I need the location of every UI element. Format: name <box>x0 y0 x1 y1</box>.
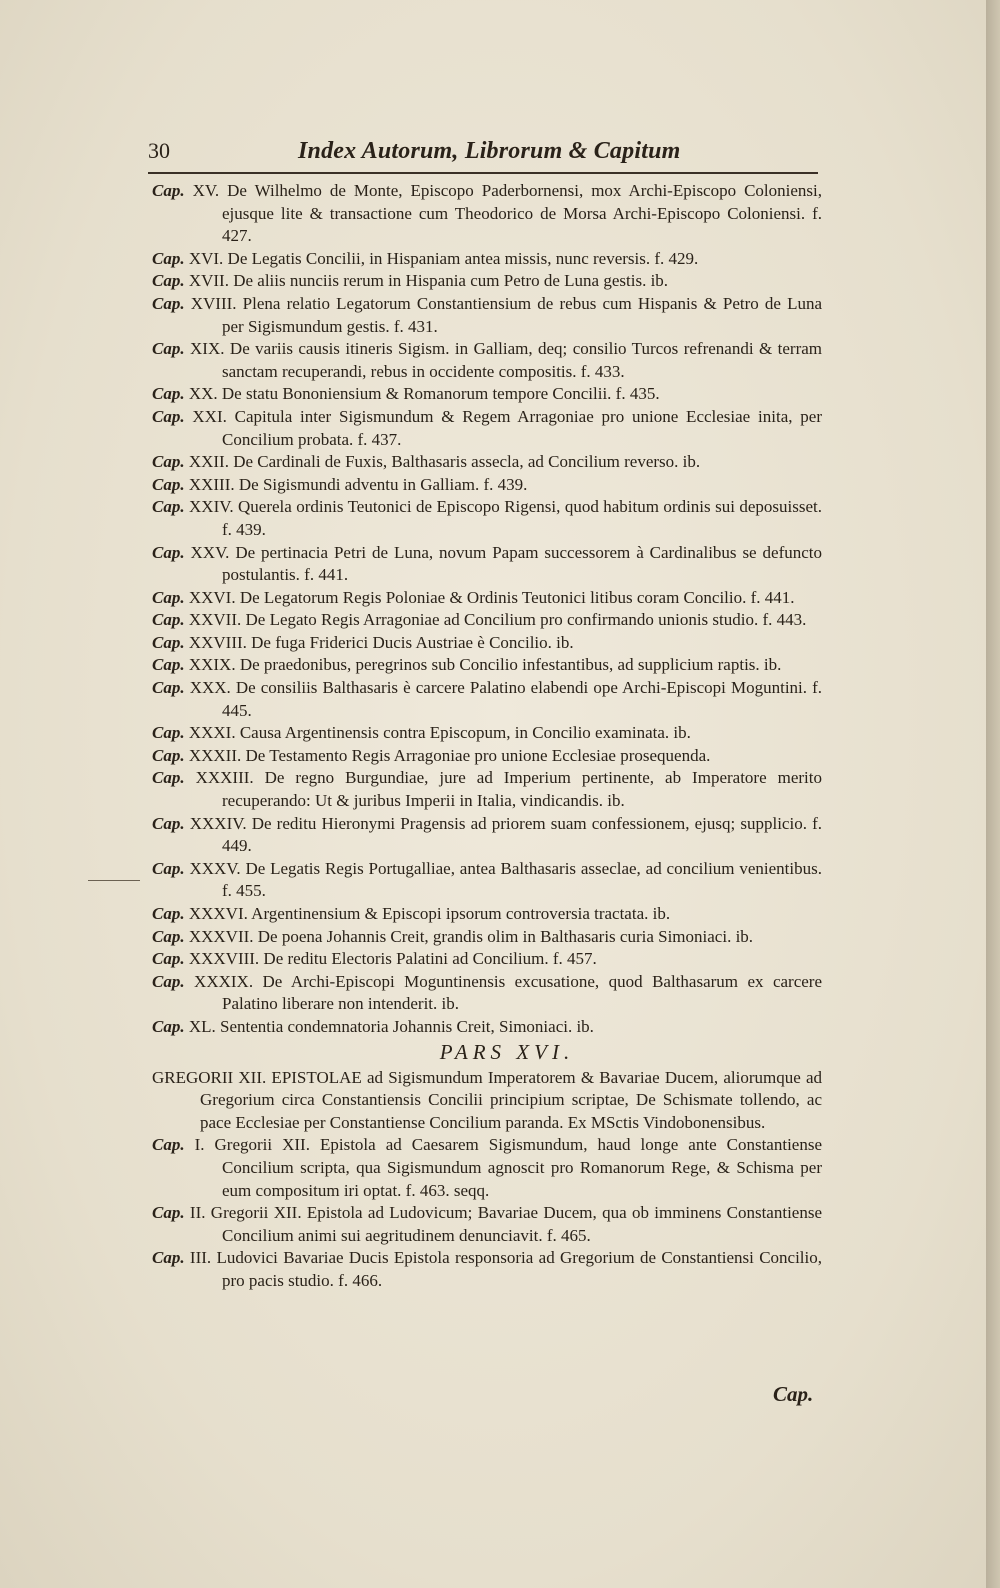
entry-cap-label: Cap. <box>152 678 185 698</box>
index-entry <box>152 948 822 971</box>
entry-text: XXVIII. De fuga Friderici Ducis Austriae è Concilio. ib. <box>188 632 574 652</box>
entry-cap-label: Cap. <box>152 949 185 969</box>
entry-text: XXXI. Causa Argentinensis contra Episcopum, in Concilio examinata. ib. <box>188 723 691 743</box>
index-entry <box>152 858 822 903</box>
index-entry <box>152 474 822 497</box>
entry-cap-label: Cap. <box>152 248 185 268</box>
entry-text: XXIV. Querela ordinis Teutonici de Episcopo Rigensi, quod habitum ordinis sui deposuisset. f. 439. <box>189 497 822 539</box>
index-entry <box>152 926 822 949</box>
index-entry <box>152 587 822 610</box>
entry-text: XXIX. De praedonibus, peregrinos sub Concilio infestantibus, ad supplicium raptis. ib. <box>188 655 782 675</box>
index-entry <box>152 903 822 926</box>
index-entry <box>152 293 822 338</box>
header-rule <box>148 172 818 174</box>
page-number: 30 <box>148 138 170 163</box>
entry-cap-label: Cap. <box>152 858 185 878</box>
index-entry <box>152 451 822 474</box>
entry-cap-label: Cap. <box>152 610 185 630</box>
part-heading: PARS XVI. <box>439 1039 575 1064</box>
index-entry <box>152 1247 822 1292</box>
entry-text: XXXVI. Argentinensium & Episcopi ipsorum controversia tractata. ib. <box>188 904 671 923</box>
entry-text: I. Gregorii XII. Epistola ad Caesarem Sigismundum, haud longe ante Constantiense Concilium scripta, qua Sigismundum agnoscit pro Romanorum Rege, & Schisma per eum compositum iri optat. f. 463. seqq. <box>194 1135 823 1200</box>
index-entry <box>152 1202 822 1247</box>
index-entry <box>152 677 822 722</box>
index-entry <box>152 406 822 451</box>
entry-cap-label: Cap. <box>152 1203 185 1223</box>
entry-text: XIX. De variis causis itineris Sigism. in Galliam, deq; consilio Turcos refrenandi & terram sanctam recuperandi, rebus in occidente compositis. f. 433. <box>190 339 822 381</box>
entry-text: XXXIII. De regno Burgundiae, jure ad Imperium pertinente, ab Imperatore merito recuperando: Ut & juribus Imperii in Italia, vindicandis. ib. <box>195 768 822 811</box>
index-entry <box>152 1016 822 1039</box>
index-entry <box>152 542 822 587</box>
entry-text: XV. De Wilhelmo de Monte, Episcopo Paderbornensi, mox Archi-Episcopo Coloniensi, ejusque lite & transactione cum Theodorico de Morsa Archi-Episcopo Coloniensi. f. 427. <box>192 181 822 246</box>
entry-text: XVII. De aliis nunciis rerum in Hispania cum Petro de Luna gestis. ib. <box>188 271 669 291</box>
entry-text: XXI. Capitula inter Sigismundum & Regem Arragoniae pro unione Ecclesiae inita, per Concilium probata. f. 437. <box>192 406 822 449</box>
entry-cap-label: Cap. <box>152 1016 185 1036</box>
entry-text: XXV. De pertinacia Petri de Luna, novum Papam successorem à Cardinalibus se defuncto postulantis. f. 441. <box>190 542 822 585</box>
index-entry <box>152 1134 822 1202</box>
index-entry <box>152 609 822 632</box>
entry-cap-label: Cap. <box>152 745 185 765</box>
index-entry <box>152 632 822 655</box>
part-preface: GREGORII XII. EPISTOLAE ad Sigismundum Imperatorem & Bavariae Ducem, aliorumque ad Gregorium circa Constantiensis Concilii principium scriptae, De Schismate tollendo, ac pace Ecclesiae per Constantiense Concilium paranda. Ex MSctis Vindobonensibus. <box>152 1067 822 1132</box>
index-entry <box>152 813 822 858</box>
entry-cap-label: Cap. <box>152 723 185 743</box>
entry-cap-label: Cap. <box>152 339 185 359</box>
entry-text: XXXVIII. De reditu Electoris Palatini ad Concilium. f. 457. <box>188 949 597 969</box>
entry-text: XXXVII. De poena Johannis Creit, grandis olim in Balthasaris curia Simoniaci. ib. <box>188 926 754 946</box>
entry-cap-label: Cap. <box>152 971 185 991</box>
entry-cap-label: Cap. <box>152 768 185 788</box>
entry-text: XXVII. De Legato Regis Arragoniae ad Concilium pro confirmando unionis studio. f. 443. <box>188 610 807 630</box>
entry-cap-label: Cap. <box>152 655 185 675</box>
margin-mark <box>88 880 140 881</box>
page-edge-shadow <box>986 0 1000 1588</box>
page-header <box>148 138 818 172</box>
entry-text: XL. Sententia condemnatoria Johannis Creit, Simoniaci. ib. <box>188 1016 594 1036</box>
index-entry <box>152 654 822 677</box>
index-entry <box>152 722 822 745</box>
entry-cap-label: Cap. <box>152 474 185 494</box>
index-entry <box>152 248 822 271</box>
chapter-list <box>152 180 822 1039</box>
running-title: Index Autorum, Librorum & Capitum <box>298 138 681 164</box>
entry-text: XXXIV. De reditu Hieronymi Pragensis ad priorem suam confessionem, ejusq; supplicio. f. 449. <box>189 813 823 856</box>
index-entry <box>152 767 822 812</box>
entry-text: II. Gregorii XII. Epistola ad Ludovicum; Bavariae Ducem, qua ob imminens Constantiense Concilium animi sui aegritudinem denunciavit. f. 465. <box>189 1203 823 1245</box>
entry-cap-label: Cap. <box>152 384 185 404</box>
index-entry <box>152 971 822 1016</box>
index-content <box>152 180 822 1293</box>
index-entry <box>152 180 822 248</box>
index-entry <box>152 745 822 768</box>
entry-cap-label: Cap. <box>152 406 185 426</box>
index-entry <box>152 496 822 541</box>
entry-cap-label: Cap. <box>152 813 185 833</box>
entry-text: XVIII. Plena relatio Legatorum Constantiensium de rebus cum Hispanis & Petro de Luna per Sigismundum gestis. f. 431. <box>190 293 823 336</box>
entry-text: XXXV. De Legatis Regis Portugalliae, antea Balthasaris asseclae, ad concilium venientibus. f. 455. <box>189 858 822 901</box>
entry-text: XVI. De Legatis Concilii, in Hispaniam antea missis, nunc reversis. f. 429. <box>188 248 699 268</box>
index-entry <box>152 270 822 293</box>
entry-cap-label: Cap. <box>152 497 185 517</box>
index-entry <box>152 338 822 383</box>
entry-text: XXXII. De Testamento Regis Arragoniae pro unione Ecclesiae prosequenda. <box>188 745 711 765</box>
entry-cap-label: Cap. <box>152 452 185 472</box>
entry-cap-label: Cap. <box>152 926 185 946</box>
entry-cap-label: Cap. <box>152 181 185 200</box>
part-chapter-list <box>152 1134 822 1292</box>
entry-cap-label: Cap. <box>152 1248 185 1268</box>
entry-text: XXX. De consiliis Balthasaris è carcere Palatino elabendi ope Archi-Episcopi Moguntini. f. 445. <box>189 678 823 720</box>
entry-cap-label: Cap. <box>152 632 185 652</box>
index-entry <box>152 383 822 406</box>
entry-text: XXII. De Cardinali de Fuxis, Balthasaris asseclа, ad Concilium reverso. ib. <box>188 452 701 472</box>
entry-cap-label: Cap. <box>152 271 185 291</box>
entry-text: III. Ludovici Bavariae Ducis Epistola responsoria ad Gregorium de Constantiensi Concilio, pro pacis studio. f. 466. <box>189 1248 822 1290</box>
entry-cap-label: Cap. <box>152 904 185 923</box>
entry-cap-label: Cap. <box>152 1135 185 1155</box>
entry-cap-label: Cap. <box>152 587 185 607</box>
entry-text: XXVI. De Legatorum Regis Poloniae & Ordinis Teutonici litibus coram Concilio. f. 441. <box>188 587 795 607</box>
entry-cap-label: Cap. <box>152 542 185 562</box>
entry-text: XX. De statu Bononiensium & Romanorum tempore Concilii. f. 435. <box>188 384 660 404</box>
catchword: Cap. <box>773 1382 814 1406</box>
entry-text: XXIII. De Sigismundi adventu in Galliam. f. 439. <box>188 474 528 494</box>
entry-text: XXXIX. De Archi-Episcopi Moguntinensis excusatione, quod Balthasarum ex carcere Palatino liberare non intenderit. ib. <box>194 971 822 1014</box>
entry-cap-label: Cap. <box>152 293 185 313</box>
